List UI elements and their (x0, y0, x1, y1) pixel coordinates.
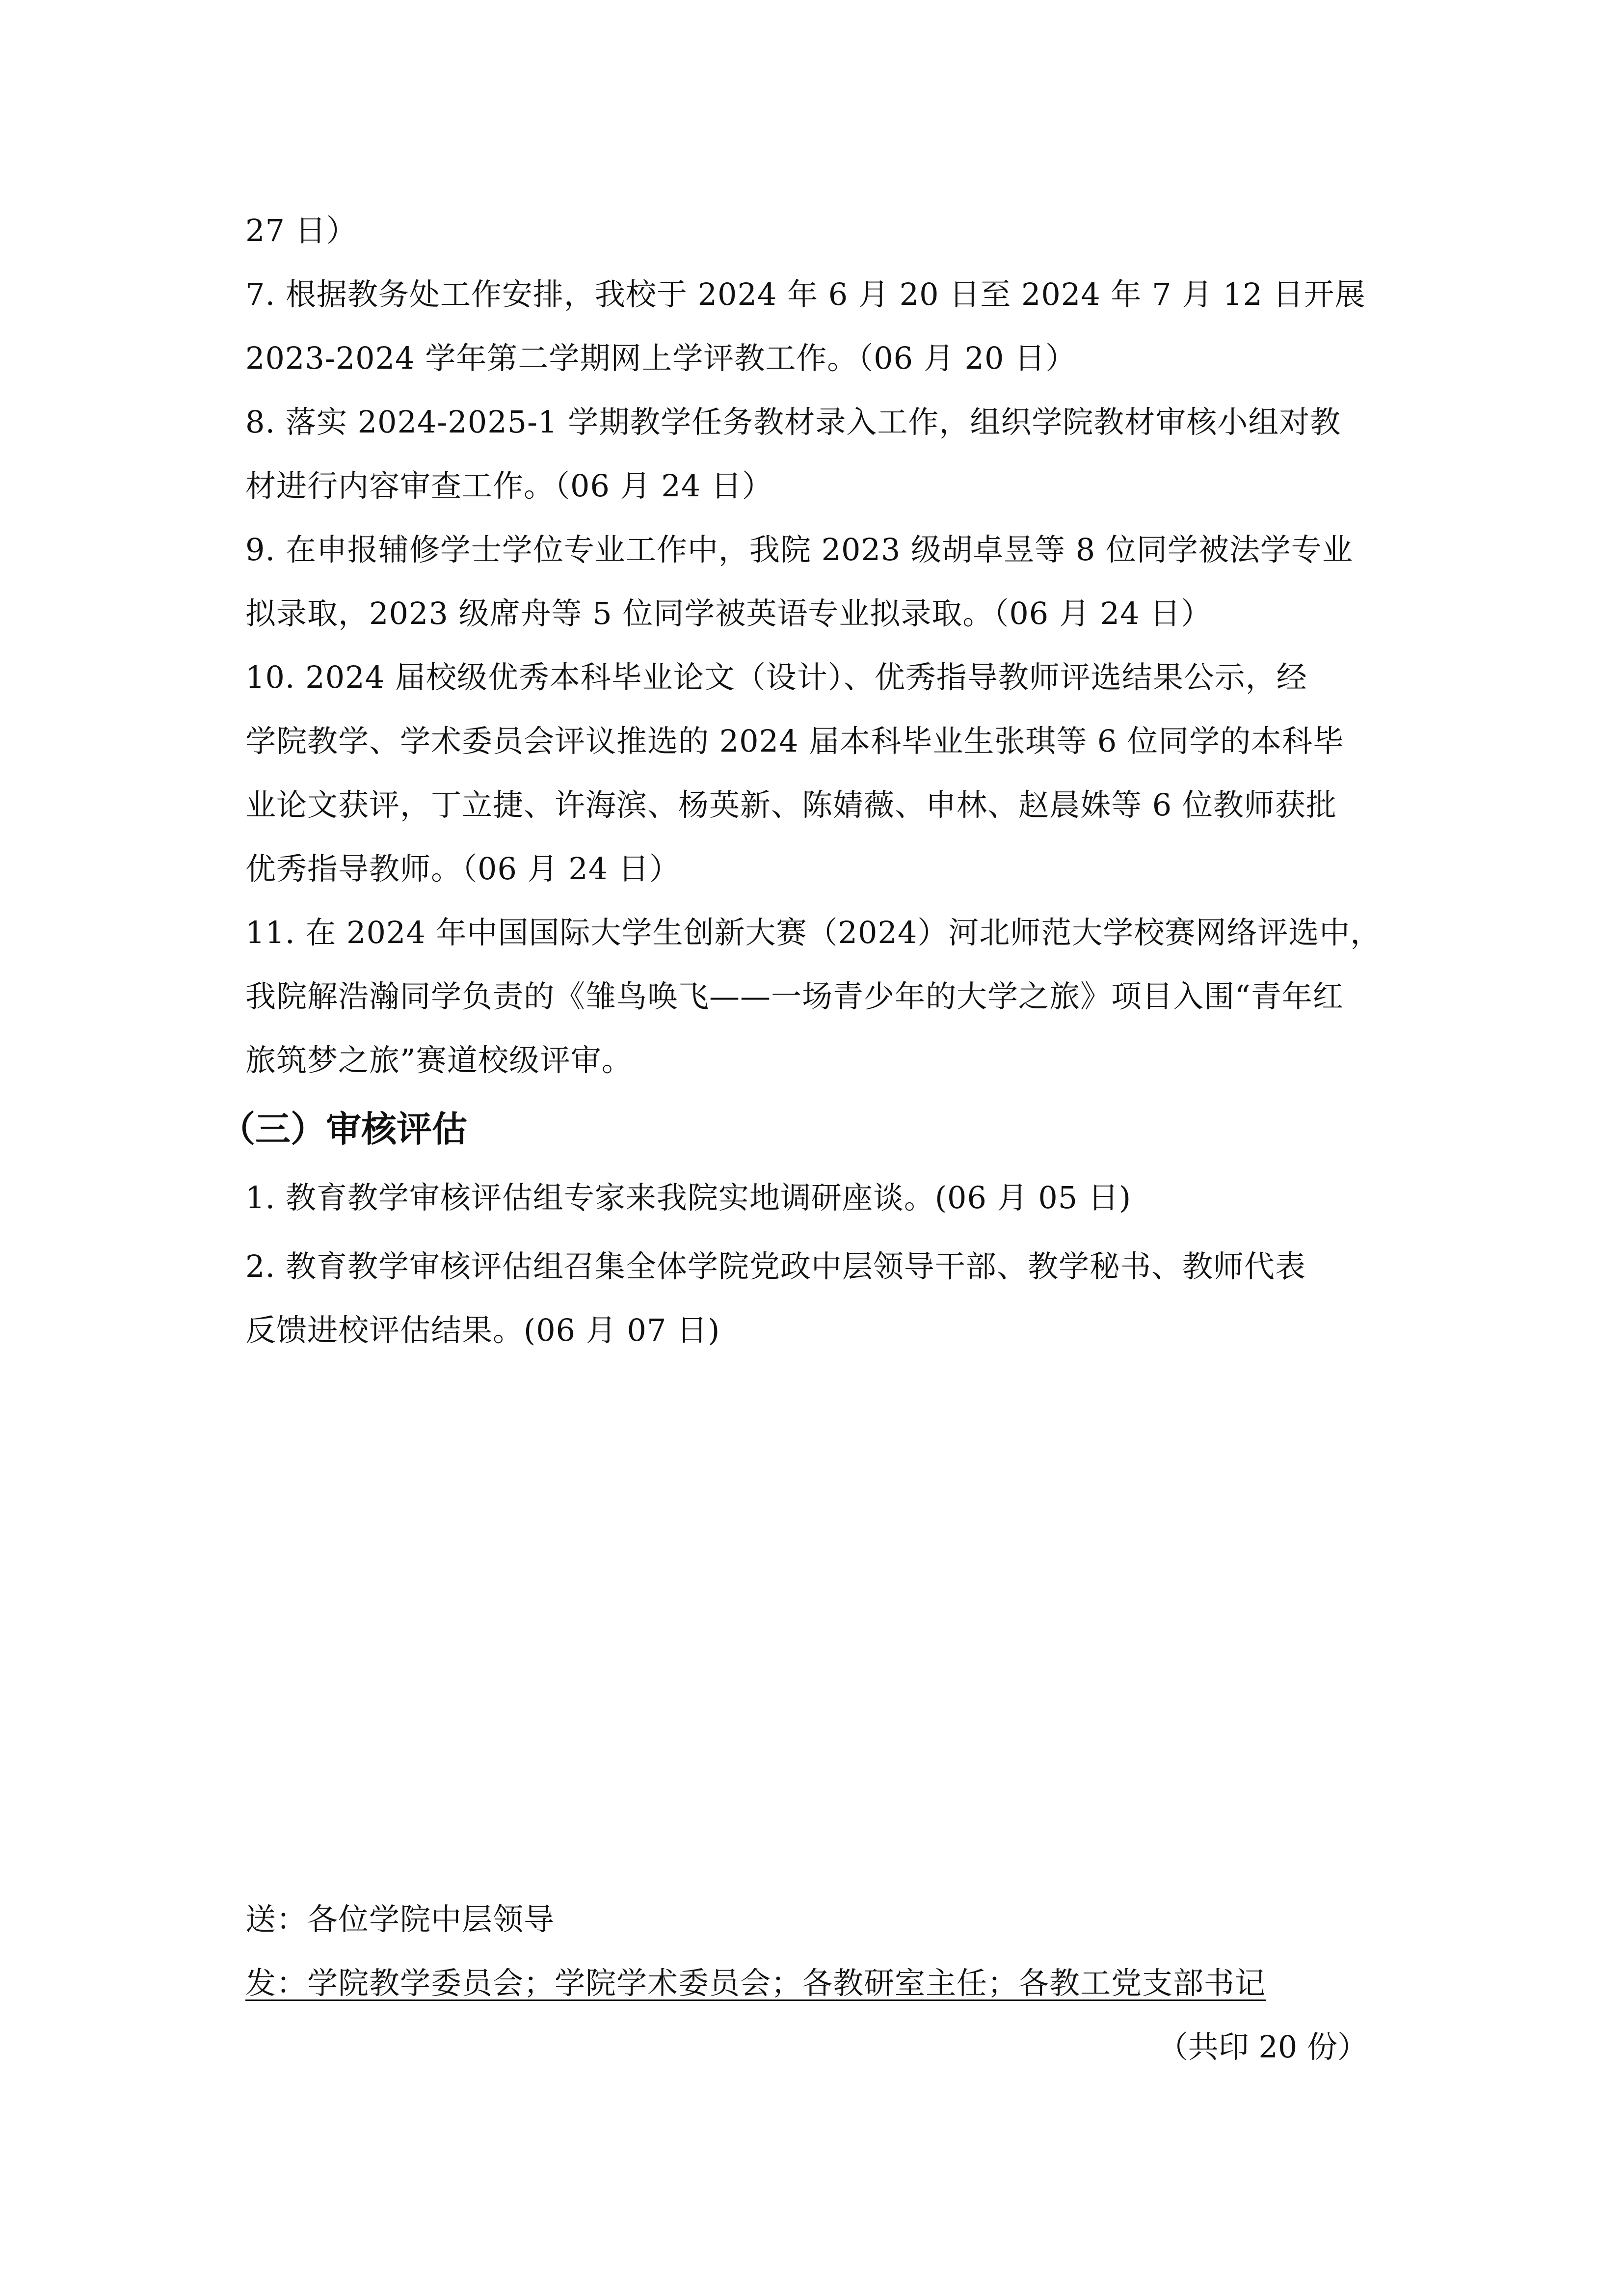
body-line: 27 日） (245, 213, 357, 248)
body-line: 学院教学、学术委员会评议推选的 2024 届本科毕业生张琪等 6 位同学的本科毕 (245, 723, 1344, 759)
body-line: 业论文获评，丁立捷、许海滨、杨英新、陈婧薇、申林、赵晨姝等 6 位教师获批 (245, 787, 1337, 823)
body-line: 优秀指导教师。（06 月 24 日） (245, 851, 680, 887)
section-line: 反馈进校评估结果。(06 月 07 日) (245, 1312, 720, 1348)
body-line: 9. 在申报辅修学士学位专业工作中，我院 2023 级胡卓昱等 8 位同学被法学专业 (245, 532, 1353, 567)
section-heading: （三）审核评估 (220, 1108, 468, 1150)
section-line: 2. 教育教学审核评估组召集全体学院党政中层领导干部、教学秘书、教师代表 (245, 1248, 1306, 1284)
body-line: 8. 落实 2024-2025-1 学期教学任务教材录入工作，组织学院教材审核小组对教 (245, 404, 1341, 440)
issue-to-line: 发：学院教学委员会；学院学术委员会；各教研室主任；各教工党支部书记 (245, 1965, 1266, 2001)
body-line: 材进行内容审查工作。（06 月 24 日） (245, 468, 773, 504)
body-line: 旅筑梦之旅”赛道校级评审。 (245, 1042, 633, 1078)
body-line: 2023-2024 学年第二学期网上学评教工作。（06 月 20 日） (245, 340, 1077, 376)
body-line: 7. 根据教务处工作安排，我校于 2024 年 6 月 20 日至 2024 年 7 月 12 日开展 (245, 276, 1366, 312)
copies-note: （共印 20 份） (1157, 2029, 1368, 2065)
body-line: 拟录取，2023 级席舟等 5 位同学被英语专业拟录取。（06 月 24 日） (245, 595, 1212, 631)
send-to-line: 送：各位学院中层领导 (245, 1901, 555, 1937)
body-line: 10. 2024 届校级优秀本科毕业论文（设计）、优秀指导教师评选结果公示，经 (245, 659, 1307, 695)
body-line: 11. 在 2024 年中国国际大学生创新大赛（2024）河北师范大学校赛网络评选中， (245, 915, 1382, 950)
body-line: 我院解浩瀚同学负责的《雏鸟唤飞——一场青少年的大学之旅》项目入围“青年红 (245, 978, 1344, 1014)
section-line: 1. 教育教学审核评估组专家来我院实地调研座谈。(06 月 05 日) (245, 1180, 1132, 1216)
